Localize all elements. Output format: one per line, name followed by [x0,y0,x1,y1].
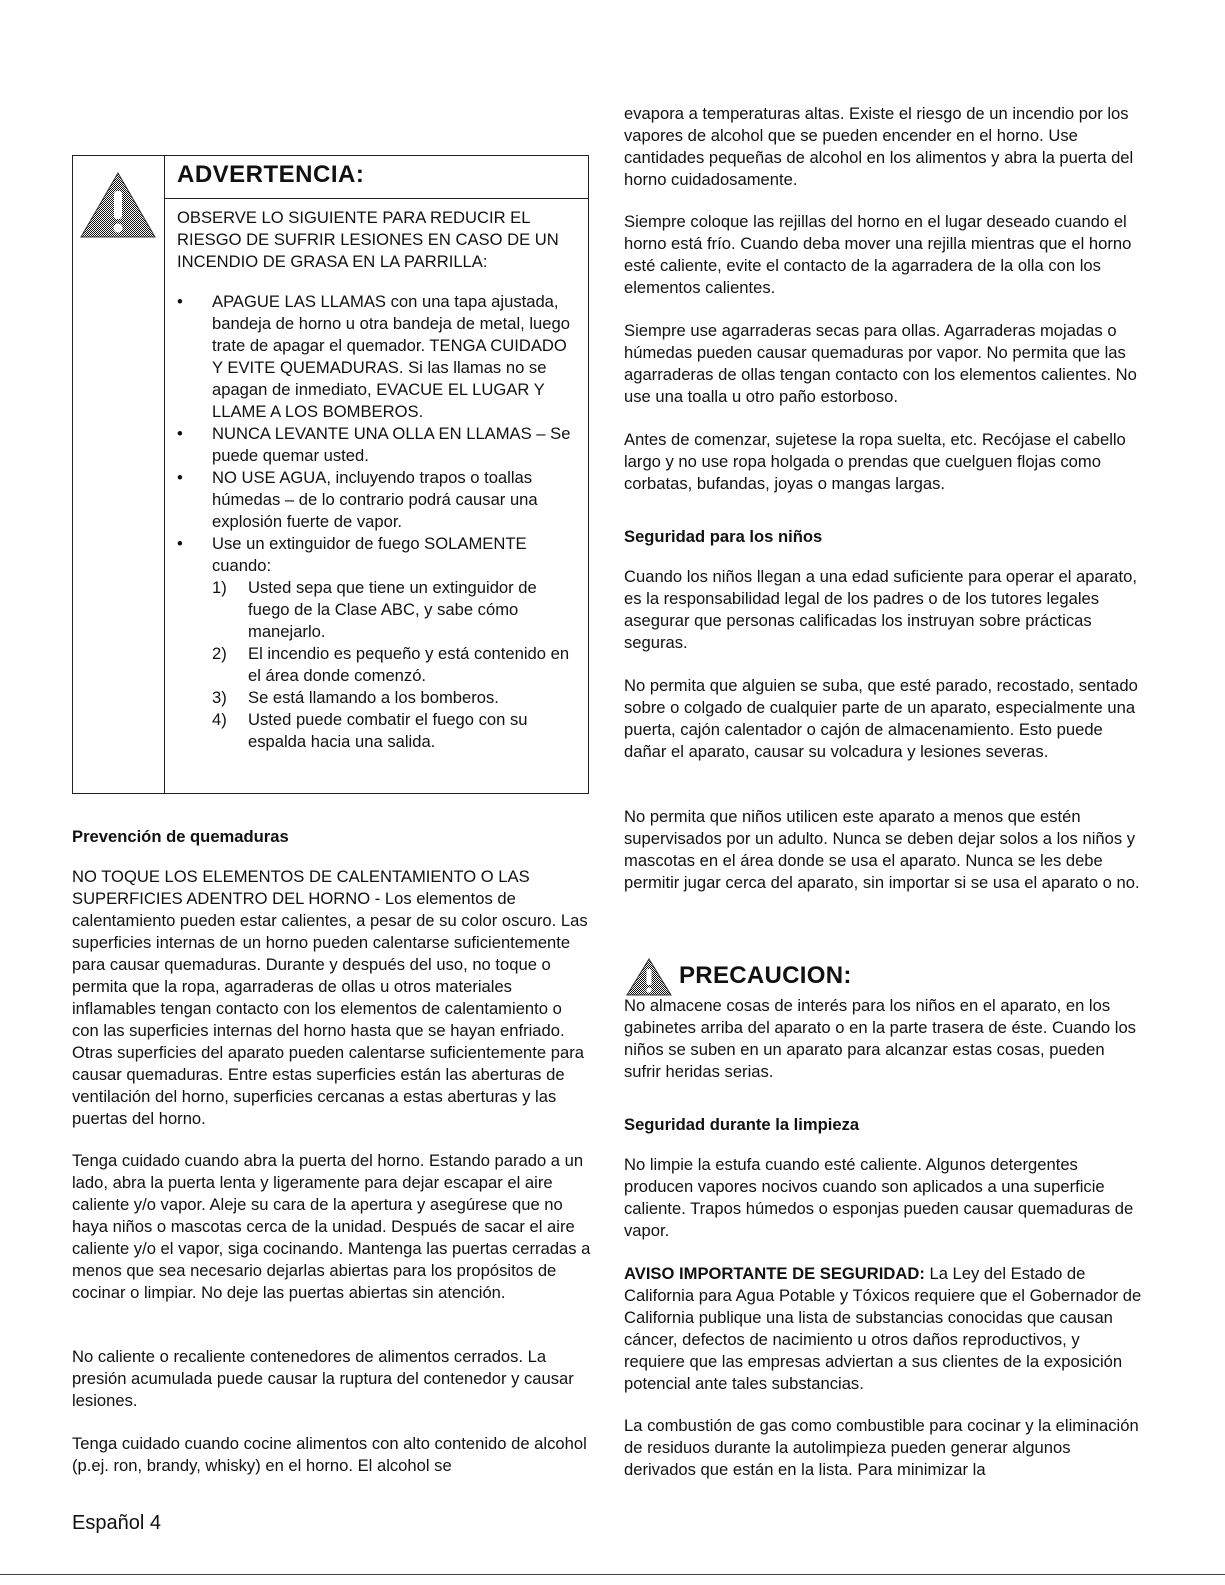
paragraph: No permita que alguien se suba, que esté parado, recostado, sentado sobre o colgado de cualquier parte de un aparato, especialmente una puerta, cajón calentador o cajón de almacenamiento. Esto puede dañar el aparato, causar su volcadura y lesiones severas. [624,676,1138,761]
burn-prevention-heading: Prevención de quemaduras [72,827,289,846]
paragraph: Siempre coloque las rejillas del horno en el lugar deseado cuando el horno está frío. Cuando deba mover una rejilla mientras que el horno esté caliente, evite el contacto de la agarradera de la olla con los elementos calientes. [624,212,1132,297]
paragraph: NO TOQUE LOS ELEMENTOS DE CALENTAMIENTO O LAS SUPERFICIES ADENTRO DEL HORNO - Los elementos de calentamiento pueden estar calientes, a pesar de su color oscuro. Las superficies internas de un horno pueden calentarse suficientemente para causar quemaduras. Durante y después del uso, no toque o permita que la ropa, agarraderas de ollas u otros materiales inflamables tengan contacto con los elementos de calentamiento o con las superficies internas del horno hasta que se hayan enfriado. Otras superficies del aparato pueden calentarse suficientemente para causar quemaduras. Entre estas superficies están las aberturas de ventilación del horno, superficies cercanas a estas aberturas y las puertas del horno. [72,867,588,1128]
safety-notice [624,1263,1144,1395]
bottom-rule [0,1574,1225,1575]
cleaning-safety-heading: Seguridad durante la limpieza [624,1115,860,1134]
children-safety-heading: Seguridad para los niños [624,527,823,546]
list-item: • APAGUE LAS LLAMAS con una tapa ajustada, bandeja de horno u otra bandeja de metal, luego trate de apagar el quemador. TENGA CUIDADO Y EVITE QUEMADURAS. Si las llamas no se apagan de inmediato, EVACUE EL LUGAR Y LLAME A LOS BOMBEROS. [177,292,570,421]
paragraph: No permita que niños utilicen este aparato a menos que estén supervisados por un adulto. Nunca se deben dejar solos a los niños y mascotas en el área donde se usa el aparato. Nunca se les debe permitir jugar cerca del aparato, sin importar si se usa el aparato o no. [624,807,1140,892]
warning-triangle-icon [79,171,157,239]
warning-bullets [177,291,577,753]
paragraph: Tenga cuidado cuando cocine alimentos con alto contenido de alcohol (p.ej. ron, brandy, whisky) en el horno. El alcohol se [72,1434,587,1475]
list-item: 2) El incendio es pequeño y está contenido en el área donde comenzó. [212,644,570,685]
paragraph: No caliente o recaliente contenedores de alimentos cerrados. La presión acumulada puede causar la ruptura del contenedor y causar lesiones. [72,1347,574,1410]
warning-box [72,155,589,794]
list-item: 3) Se está llamando a los bomberos. [212,688,499,707]
paragraph: La combustión de gas como combustible para cocinar y la eliminación de residuos durante la autolimpieza pueden generar algunos derivados que están en la lista. Para minimizar la [624,1416,1139,1479]
caution-triangle-icon [626,958,672,996]
caution-text: No almacene cosas de interés para los niños en el aparato, en los gabinetes arriba del aparato o en la parte trasera de éste. Cuando los niños se suben en un aparato para alcanzar estas cosas, pueden sufrir heridas serias. [624,996,1136,1081]
page-number: Español 4 [72,1512,161,1534]
warning-divider [164,156,165,793]
caution-title: PRECAUCION: [679,962,852,989]
warning-title-rule [164,198,588,199]
warning-title: ADVERTENCIA: [177,161,365,188]
paragraph: No limpie la estufa cuando esté caliente. Algunos detergentes producen vapores nocivos cuando son aplicados a una superficie caliente. Trapos húmedos o esponjas pueden causar quemaduras de vapor. [624,1155,1134,1240]
list-item: • NUNCA LEVANTE UNA OLLA EN LLAMAS – Se puede quemar usted. [177,424,571,465]
paragraph: Tenga cuidado cuando abra la puerta del horno. Estando parado a un lado, abra la puerta lenta y ligeramente para dejar escapar el aire caliente y/o vapor. Aleje su cara de la apertura y asegúrese que no haya niños o mascotas cerca de la unidad. Después de sacar el aire caliente y/o el vapor, siga cocinando. Mantenga las puertas cerradas a menos que sea necesario dejarlas abiertas para los propósitos de cocinar o limpiar. No deje las puertas abiertas sin atención. [72,1151,591,1302]
paragraph: Siempre use agarraderas secas para ollas. Agarraderas mojadas o húmedas pueden causar quemaduras por vapor. No permita que las agarraderas de ollas tengan contacto con los elementos calientes. No use una toalla u otro paño estorboso. [624,321,1137,406]
safety-notice-text: La Ley del Estado de California para Agua Potable y Tóxicos requiere que el Gobernador de California publique una lista de substancias conocidas que causan cáncer, defectos de nacimiento u otros daños reproductivos, y requiere que las empresas adviertan a sus clientes de la exposición potencial ante tales substancias. [624,1264,1142,1393]
list-item: • NO USE AGUA, incluyendo trapos o toallas húmedas – de lo contrario podrá causar una explosión fuerte de vapor. [177,468,538,531]
extinguisher-conditions [212,577,577,753]
paragraph: Antes de comenzar, sujetese la ropa suelta, etc. Recójase el cabello largo y no use ropa holgada o prendas que cuelguen flojas como corbatas, bufandas, joyas o mangas largas. [624,430,1126,493]
safety-notice-label: AVISO IMPORTANTE DE SEGURIDAD: [624,1264,925,1283]
warning-body [177,207,577,753]
caution-heading [624,958,1024,994]
warning-intro: OBSERVE LO SIGUIENTE PARA REDUCIR EL RIESGO DE SUFRIR LESIONES EN CASO DE UN INCENDIO DE GRASA EN LA PARRILLA: [177,208,559,271]
list-item: 4) Usted puede combatir el fuego con su espalda hacia una salida. [212,710,528,751]
list-item: 1) Usted sepa que tiene un extinguidor de fuego de la Clase ABC, y sabe cómo manejarlo. [212,578,537,641]
list-item: • Use un extinguidor de fuego SOLAMENTE cuando: 1) Usted sepa que tiene un extinguidor de fuego de la Clase ABC, y sabe cómo manejarlo. 2) El incendio es pequeño y está contenido en el área donde comenzó. 3) Se está llamando a los bomberos. 4) Usted puede combatir el fuego con su espalda hacia una salida. [177,533,577,753]
paragraph: Cuando los niños llegan a una edad suficiente para operar el aparato, es la responsabilidad legal de los padres o de los tutores legales asegurar que personas calificadas los instruyan sobre prácticas seguras. [624,567,1137,652]
paragraph: evapora a temperaturas altas. Existe el riesgo de un incendio por los vapores de alcohol que se pueden encender en el horno. Use cantidades pequeñas de alcohol en los alimentos y abra la puerta del horno cuidadosamente. [624,104,1134,189]
